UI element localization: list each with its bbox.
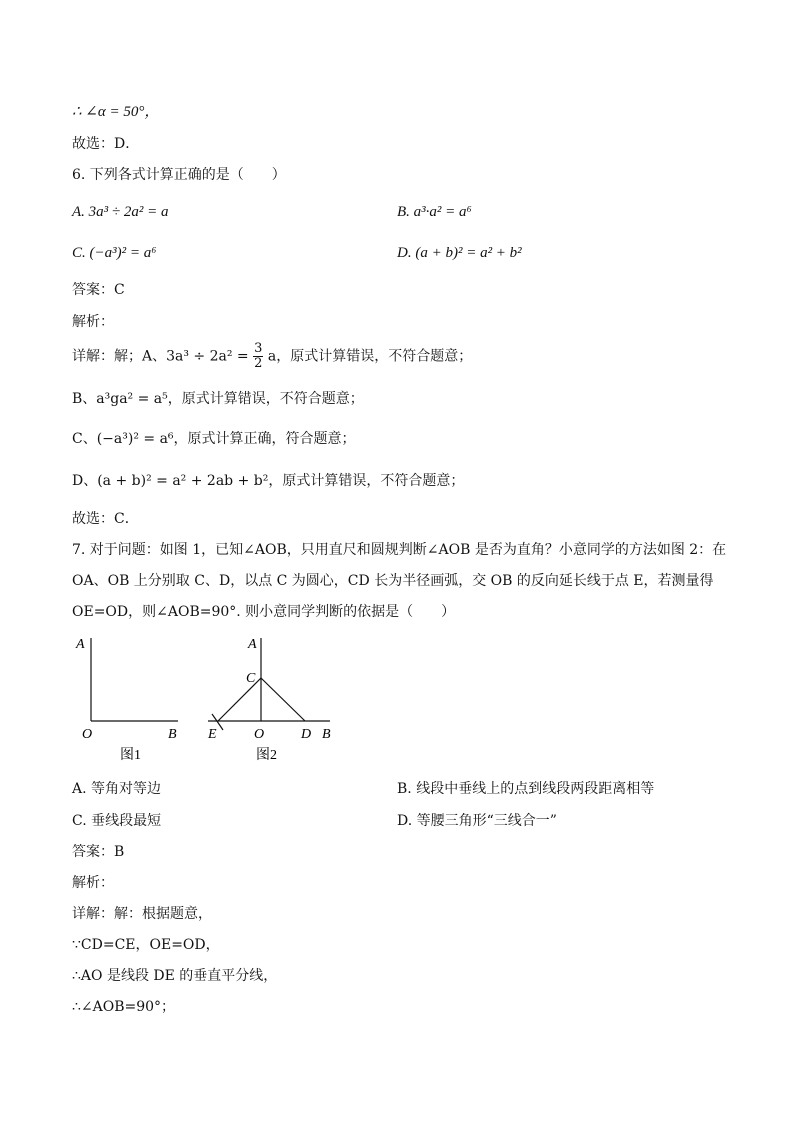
label-a: A bbox=[76, 637, 85, 652]
q7-detail-intro: 详解：解：根据题意， bbox=[72, 906, 212, 922]
q6-detail-a-suffix: a，原式计算错误，不符合题意； bbox=[267, 348, 473, 365]
q6-select-c: 故选：C． bbox=[72, 511, 139, 527]
fraction-numerator: 3 bbox=[254, 341, 263, 356]
q7-analysis-label: 解析： bbox=[72, 875, 114, 891]
q6-option-c: C. (−a³)² = a⁶ bbox=[72, 245, 157, 261]
question-7-line-1: 7. 对于问题：如图 1，已知∠AOB，只用直尺和圆规判断∠AOB 是否为直角？小意同学的方法如图 2：在 bbox=[72, 542, 727, 558]
q6-option-d: D. (a + b)² = a² + b² bbox=[397, 245, 522, 261]
q6-option-b: B. a³·a² = a⁶ bbox=[397, 204, 472, 220]
label-d: D bbox=[301, 727, 312, 742]
q7-detail-conclusion: ∴∠AOB=90°； bbox=[72, 999, 176, 1015]
answer-select-d: 故选：D． bbox=[72, 136, 140, 152]
q6-detail-d: D、(a + b)² = a² + 2ab + b²，原式计算错误，不符合题意； bbox=[72, 473, 465, 489]
segment-cd bbox=[261, 678, 305, 721]
q7-detail-bisector: ∴AO 是线段 DE 的垂直平分线， bbox=[72, 968, 278, 984]
question-7-line-3: OE=OD，则∠AOB=90°. 则小意同学判断的依据是（ ） bbox=[72, 604, 456, 620]
q7-option-c: C. 垂线段最短 bbox=[72, 813, 162, 829]
figure-1 bbox=[75, 637, 178, 763]
question-7-line-2: OA、OB 上分别取 C、D，以点 C 为圆心，CD 长为半径画弧，交 OB 的反向延长线于点 E，若测量得 bbox=[72, 573, 714, 589]
label-b-2: B bbox=[322, 727, 331, 742]
geometry-figures bbox=[60, 630, 360, 770]
q7-option-a: A. 等角对等边 bbox=[72, 781, 162, 797]
figure-1-caption: 图1 bbox=[120, 748, 141, 763]
q7-detail-given: ∵CD=CE，OE=OD， bbox=[72, 937, 220, 953]
q6-detail-c: C、(−a³)² = a⁶，原式计算正确，符合题意； bbox=[72, 431, 356, 447]
label-b: B bbox=[168, 727, 177, 742]
label-e: E bbox=[208, 727, 217, 742]
fraction-denominator: 2 bbox=[254, 356, 263, 371]
figure-2-caption: 图2 bbox=[256, 748, 277, 763]
figure-2 bbox=[207, 637, 331, 763]
question-6-stem: 6. 下列各式计算正确的是（ ） bbox=[72, 167, 286, 183]
q6-detail-a-prefix: 详解：解；A、3a³ ÷ 2a² = bbox=[72, 348, 249, 365]
q6-detail-b: B、a³ga² = a⁵，原式计算错误，不符合题意； bbox=[72, 391, 364, 407]
q6-detail-a bbox=[72, 342, 472, 371]
q6-analysis-label: 解析： bbox=[72, 314, 114, 330]
label-c: C bbox=[246, 671, 256, 686]
q6-option-a: A. 3a³ ÷ 2a² = a bbox=[72, 204, 169, 220]
label-o-2: O bbox=[254, 727, 265, 742]
label-a-2: A bbox=[248, 637, 257, 652]
q7-option-d: D. 等腰三角形“三线合一” bbox=[397, 813, 557, 829]
q7-answer: 答案：B bbox=[72, 844, 125, 860]
q7-option-b: B. 线段中垂线上的点到线段两段距离相等 bbox=[397, 781, 655, 797]
q6-answer: 答案：C bbox=[72, 282, 125, 298]
conclusion-angle-line: ∴ ∠α = 50°， bbox=[72, 104, 160, 120]
fraction-three-halves bbox=[253, 342, 263, 371]
label-o: O bbox=[82, 727, 93, 742]
